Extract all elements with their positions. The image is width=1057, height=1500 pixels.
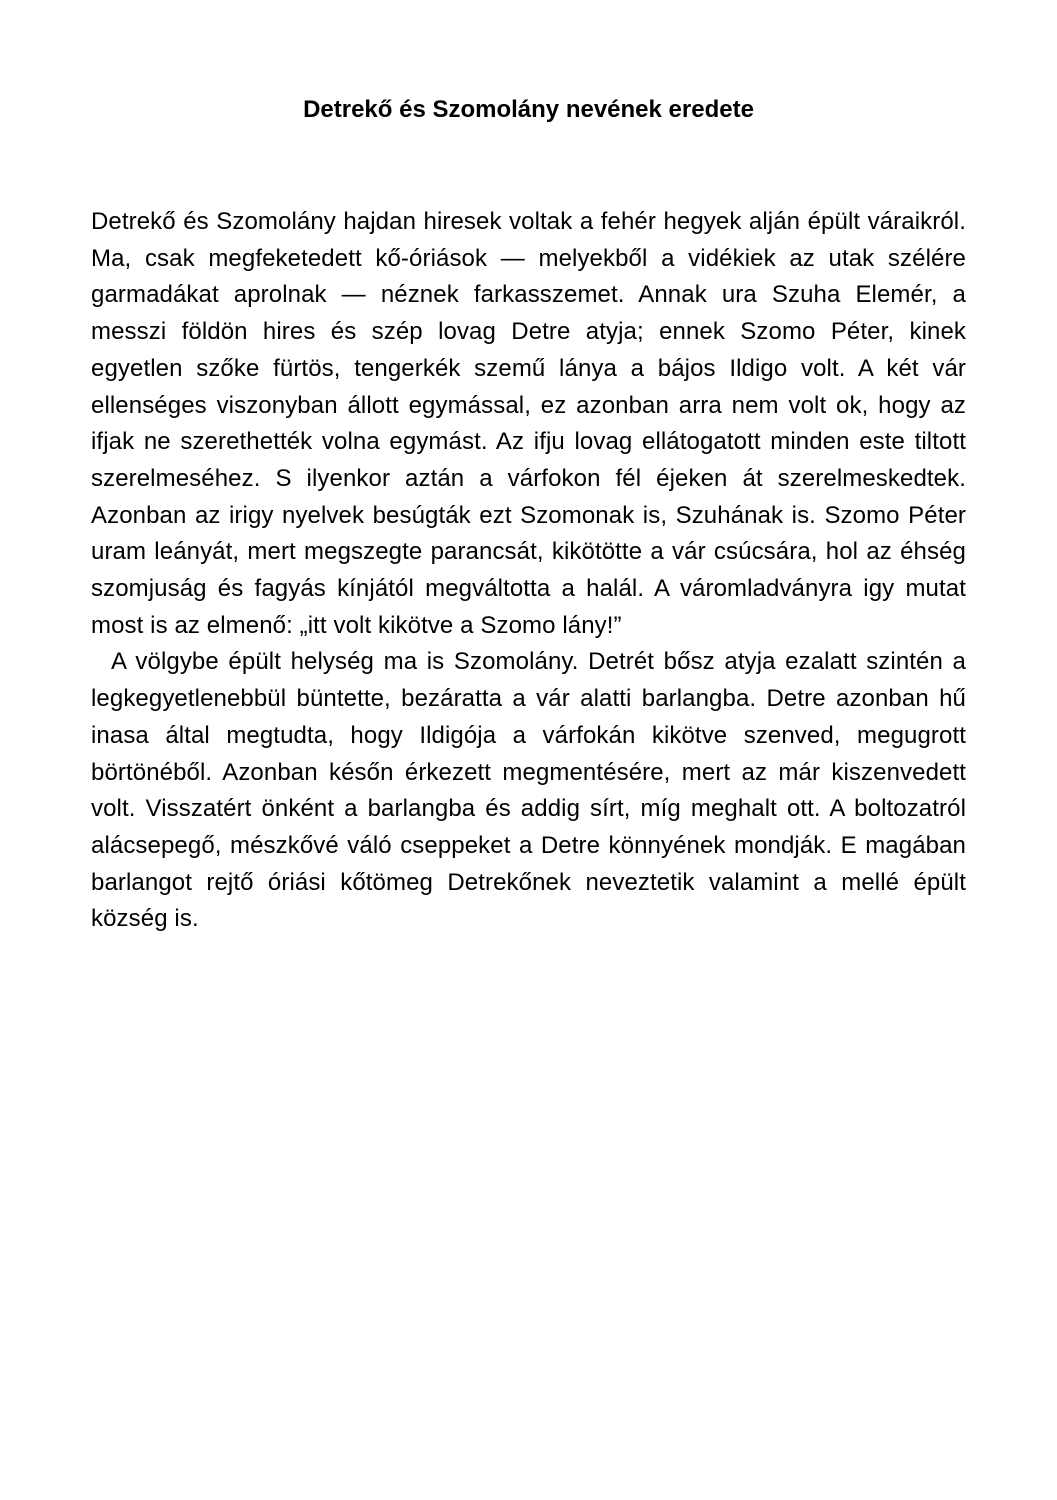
- paragraph-1: Detrekő és Szomolány hajdan hiresek voltak a fehér hegyek alján épült váraikról. Ma, csak megfeketedett kő-óriások — melyekből a vidékiek az utak szélére garmadákat aprolnak — néznek farkasszemet. Annak ura Szuha Elemér, a messzi földön hires és szép lovag Detre atyja; ennek Szomo Péter, kinek egyetlen szőke fürtös, tengerkék szemű lánya a bájos Ildigo volt. A két vár ellenséges viszonyban állott egymással, ez azonban arra nem volt ok, hogy az ifjak ne szerethették volna egymást. Az ifju lovag ellátogatott minden este tiltott szerelmeséhez. S ilyenkor aztán a várfokon fél éjeken át szerelmeskedtek. Azonban az irigy nyelvek besúgták ezt Szomonak is, Szuhának is. Szomo Péter uram leányát, mert megszegte parancsát, kikötötte a vár csúcsára, hol az éhség szomjuság és fagyás kínjától megváltotta a halál. A váromladványra igy mutat most is az elmenő: „itt volt kikötve a Szomo lány!”: [91, 208, 966, 639]
- page-title: Detrekő és Szomolány nevének eredete: [303, 96, 754, 123]
- story-body: [91, 204, 966, 938]
- paragraph-2: A völgybe épült helység ma is Szomolány. Detrét bősz atyja ezalatt szintén a legkegyetlenebbül büntette, bezáratta a vár alatti barlangba. Detre azonban hű inasa által megtudta, hogy Ildigója a várfokán kikötve szenved, megugrott börtönéből. Azonban későn érkezett megmentésére, mert az már kiszenvedett volt. Visszatért önként a barlangba és addig sírt, míg meghalt ott. A boltozatról alácsepegő, mészkővé váló cseppeket a Detre könnyének mondják. E magában barlangot rejtő óriási kőtömeg Detrekőnek neveztetik valamint a mellé épült község is.: [91, 648, 966, 933]
